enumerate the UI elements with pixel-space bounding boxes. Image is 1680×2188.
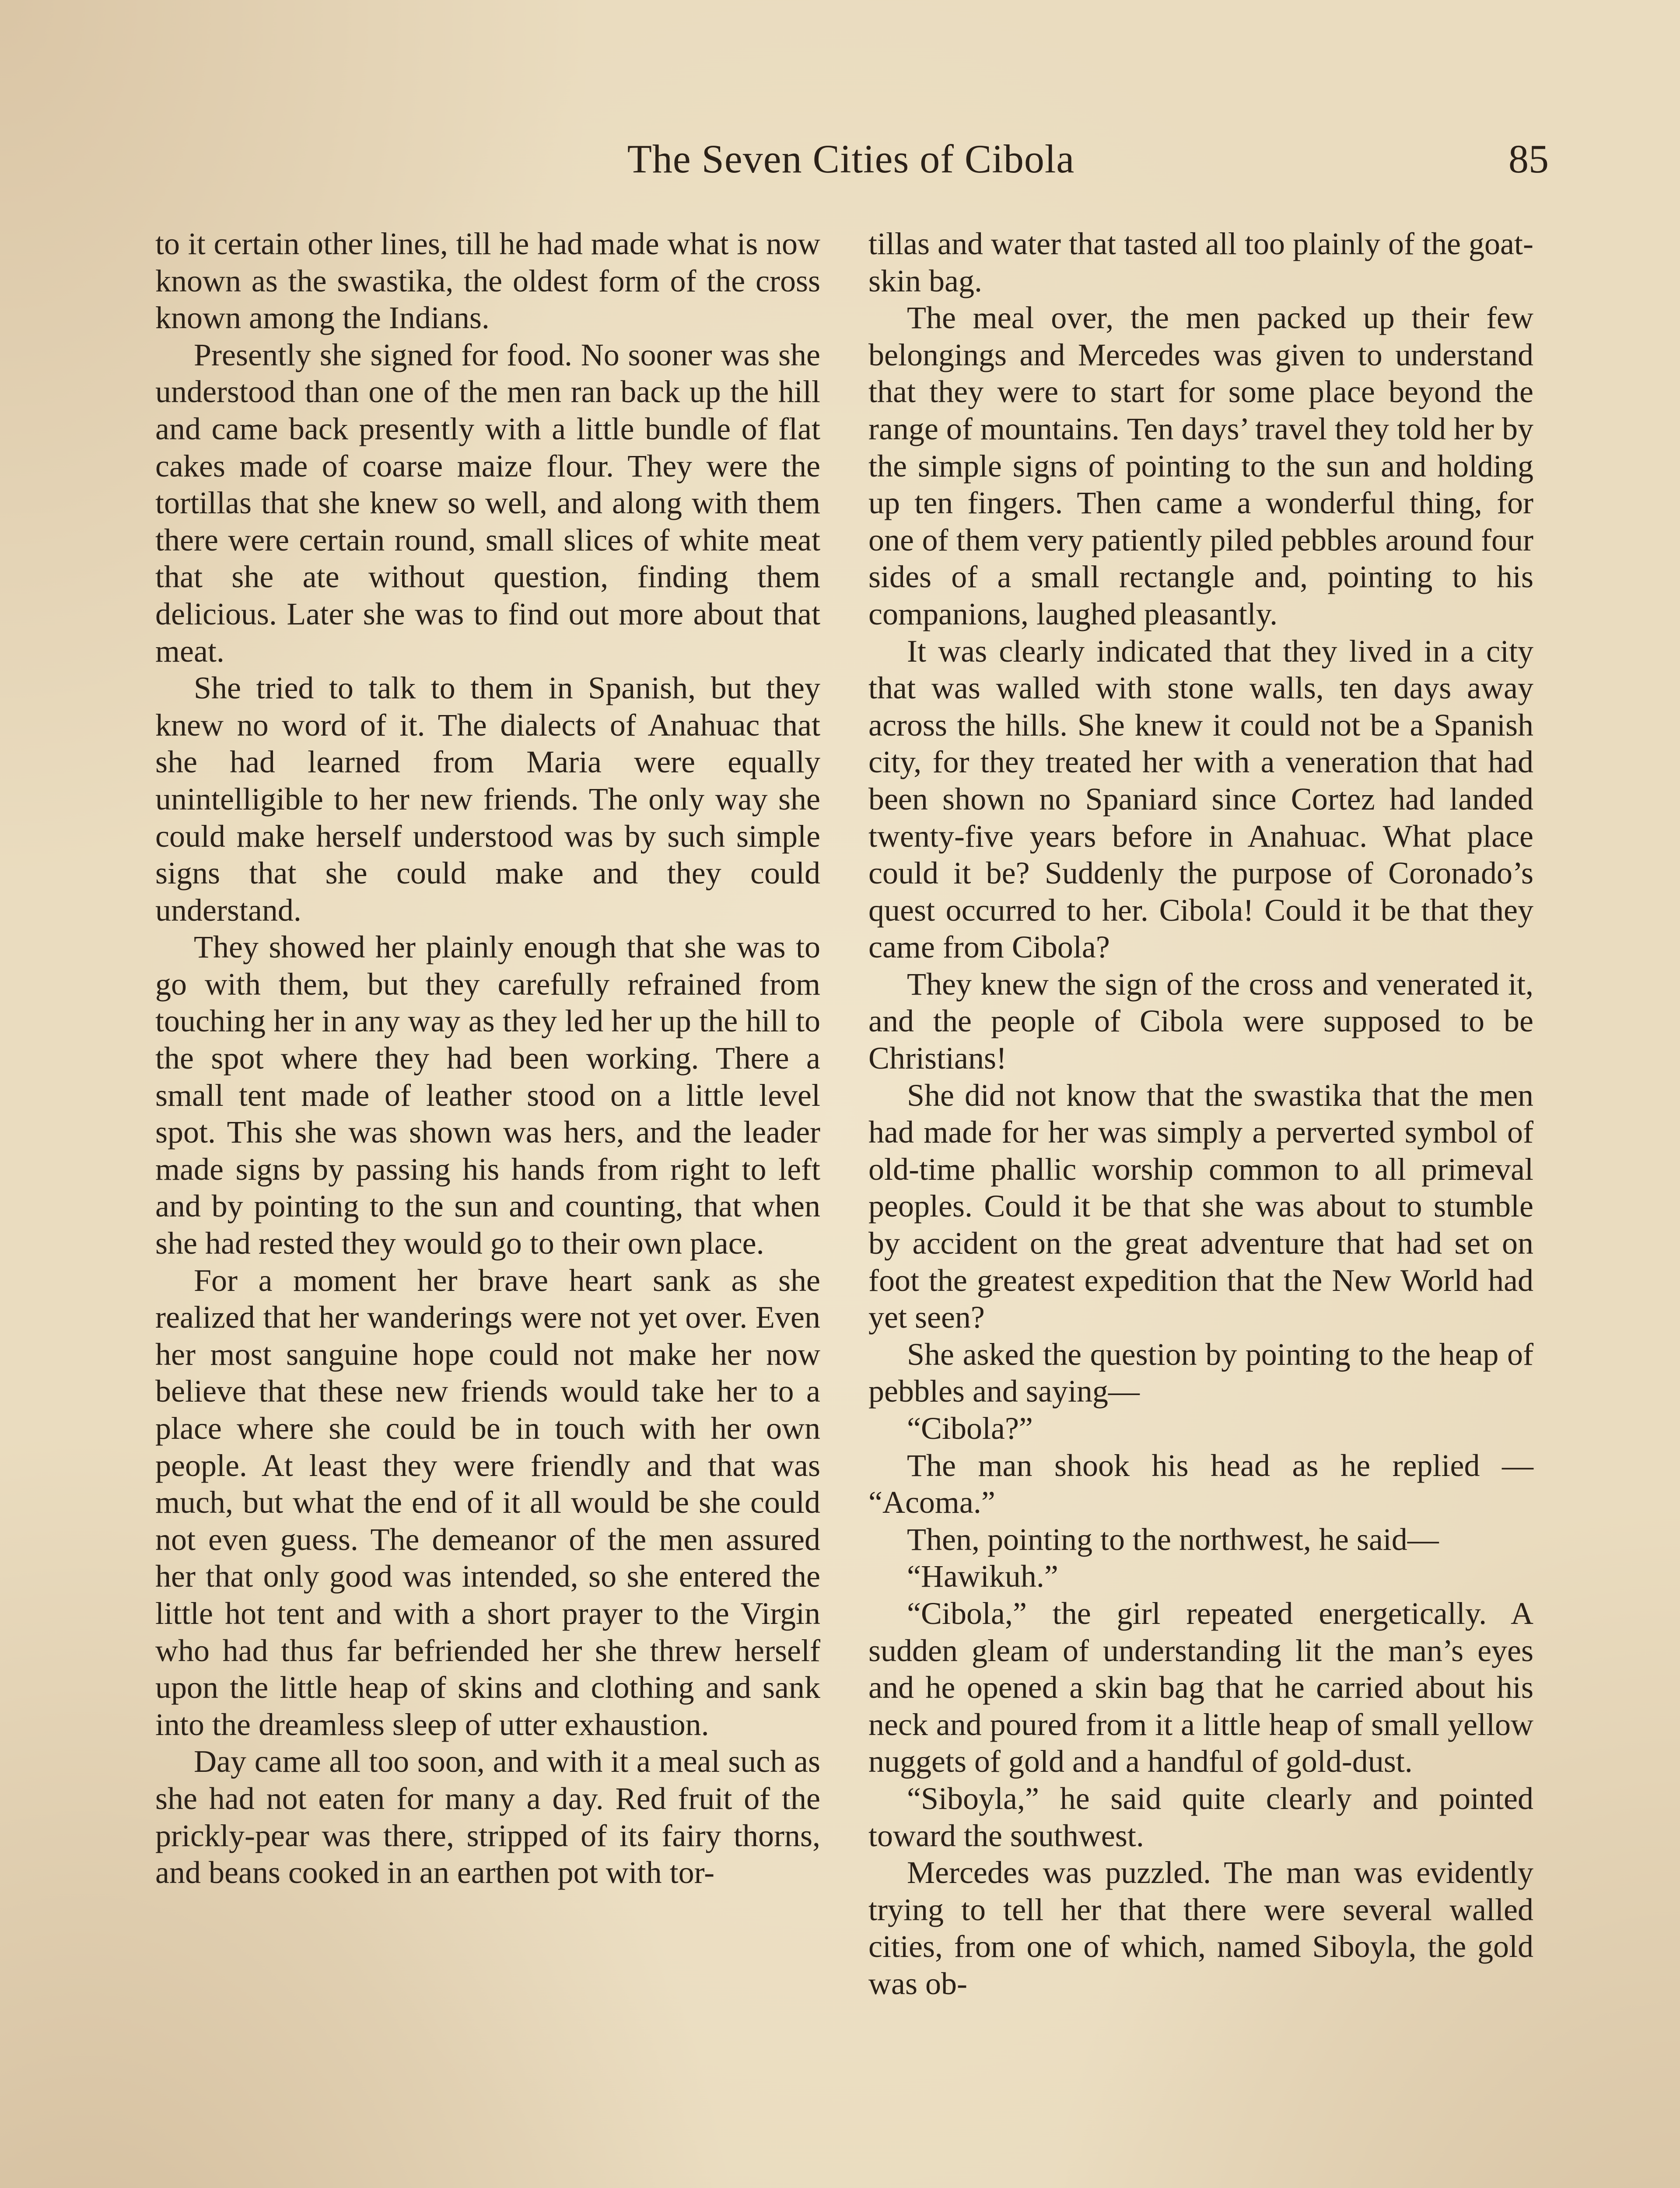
paragraph: The man shook his head as he replied — “Acoma.” [868,1448,1533,1520]
paragraph: Then, pointing to the northwest, he said— [907,1522,1439,1557]
paragraph: It was clearly indicated that they lived in a city that was walled with stone walls, ten days away across the hills. She knew it could not be a Spanish city, for they treated her with a veneration that had been shown no Spaniard since Cortez had landed twenty-five years before in Anahuac. What place could it be? Suddenly the purpose of Coronado’s quest occurred to her. Cibola! Could it be that they came from Cibola? [868,633,1533,965]
paragraph: The meal over, the men packed up their few belongings and Mercedes was given to understand that they were to start for some place beyond the range of mountains. Ten days’ travel they told her by the simple signs of pointing to the sun and holding up ten fingers. Then came a wonderful thing, for one of them very patiently piled pebbles around four sides of a small rectangle and, pointing to his companions, laughed pleasantly. [868,300,1533,631]
running-head [158,127,1549,193]
paragraph: “Cibola,” the girl repeated energetically. A sudden gleam of understanding lit the man’s eyes and he opened a skin bag that he carried about his neck and poured from it a little heap of small yellow nuggets of gold and a handful of gold-dust. [868,1595,1533,1779]
right-column [868,225,1533,2002]
paragraph: Presently she signed for food. No sooner was she understood than one of the men ran back up the hill and came back presently with a little bundle of flat cakes made of coarse maize flour. They were the tortillas that she knew so well, and along with them there were certain round, small slices of white meat that she ate without question, finding them delicious. Later she was to find out more about that meat. [155,337,820,669]
paragraph: Mercedes was puzzled. The man was evidently trying to tell her that there were several walled cities, from one of which, named Siboyla, the gold was ob- [868,1855,1533,2001]
running-title: The Seven Cities of Cibola [627,137,1075,181]
paragraph: She did not know that the swastika that the men had made for her was simply a perverted symbol of old-time phallic worship common to all primeval peoples. Could it be that she was about to stumble by accident on the great adventure that had set on foot the greatest expedition that the New World had yet seen? [868,1077,1533,1335]
paragraph: She tried to talk to them in Spanish, but they knew no word of it. The dialects of Anahuac that she had learned from Maria were equally unintelligible to her new friends. The only way she could make herself understood was by such simple signs that she could make and they could understand. [155,670,820,928]
paragraph: She asked the question by pointing to the heap of pebbles and saying— [868,1336,1533,1409]
left-column [155,225,820,1891]
paragraph: Day came all too soon, and with it a meal such as she had not eaten for many a day. Red fruit of the prickly-pear was there, stripped of its fairy thorns, and beans cooked in an earthen pot with tor- [155,1744,820,1890]
paragraph: “Siboyla,” he said quite clearly and pointed toward the southwest. [868,1781,1533,1853]
dialogue-line: “Hawikuh.” [907,1559,1058,1594]
paragraph: tillas and water that tasted all too plainly of the goat-skin bag. [868,226,1533,298]
paragraph: to it certain other lines, till he had made what is now known as the swastika, the oldest form of the cross known among the Indians. [155,226,820,336]
page-number: 85 [1508,137,1549,181]
paragraph: They knew the sign of the cross and venerated it, and the people of Cibola were supposed to be Christians! [868,966,1533,1076]
paragraph: They showed her plainly enough that she was to go with them, but they carefully refrained from touching her in any way as they led her up the hill to the spot where they had been working. There a small tent made of leather stood on a little level spot. This she was shown was hers, and the leader made signs by passing his hands from right to left and by pointing to the sun and counting, that when she had rested they would go to their own place. [155,929,820,1261]
dialogue-line: “Cibola?” [907,1411,1033,1446]
paragraph: For a moment her brave heart sank as she realized that her wanderings were not yet over. Even her most sanguine hope could not make her now believe that these new friends would take her to a place where she could be in touch with her own people. At least they were friendly and that was much, but what the end of it all would be she could not even guess. The demeanor of the men assured her that only good was intended, so she entered the little hot tent and with a short prayer to the Virgin who had thus far befriended her she threw herself upon the little heap of skins and clothing and sank into the dreamless sleep of utter exhaustion. [155,1262,820,1742]
